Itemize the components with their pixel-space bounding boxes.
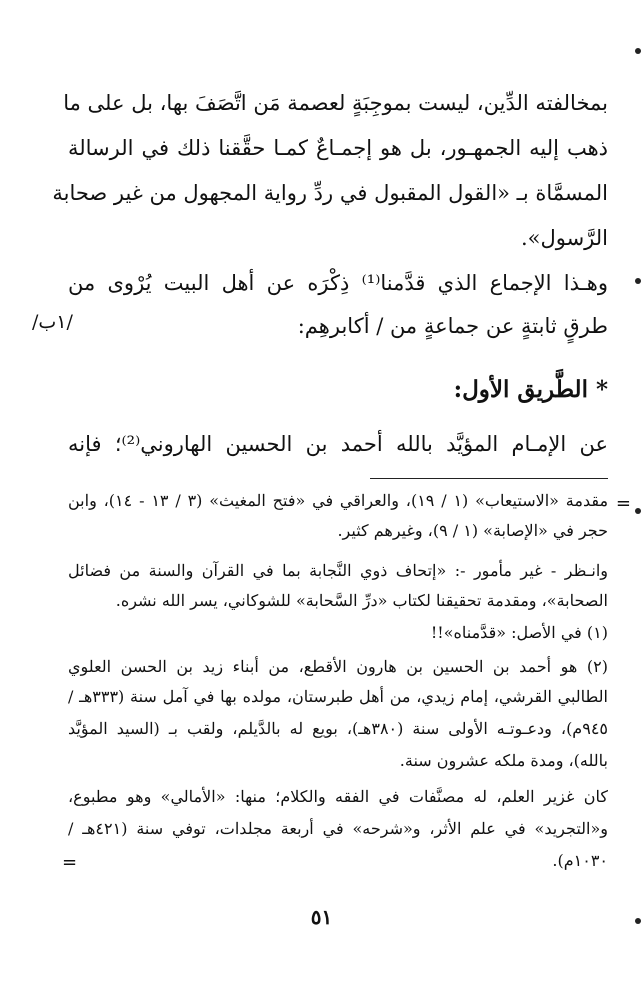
footnote-continuation-mark: = [615,493,631,514]
footnote-line: ١٠٣٠م). [552,851,608,870]
section-heading: * الطَّريق الأول: [453,376,608,403]
footnote-line: بالله)، ومدة ملكه عشرون سنة. [399,751,608,770]
body-line: بمخالفته الدِّين، ليست بموجِبَةٍ لعصمة مَن اتَّصَفَ بها، بل على ما [63,91,608,115]
body-line: وهـذا الإجماع الذي قدَّمنا⁽¹⁾ ذِكْرَه عن أهل البيت يُرْوى من [68,271,608,295]
footnote-line: حجر في «الإصابة» (١ / ٩)، وغيرهم كثير. [337,521,608,540]
footnote-divider [370,478,608,479]
body-line: عن الإمـام المؤيَّد بالله أحمد بن الحسين الهاروني⁽²⁾؛ فإنه [68,432,608,456]
edge-dot-mark [635,278,641,284]
footnote-line: وانـظر - غير مأمور -: «إتحاف ذوي النَّجابة بما في القرآن والسنة من فضائل [68,561,608,580]
footnote-line: و«التجريد» في علم الأثر، و«شرحه» في أربعة مجلدات، توفي سنة (٤٢١هـ / [68,819,609,838]
footnote-line: الصحابة»، ومقدمة تحقيقنا لكتاب «درِّ السَّحابة» للشوكاني، يسر الله نشره. [115,591,608,610]
footnote-end-mark: = [62,852,78,873]
edge-dot-mark [635,48,641,54]
body-line: طرقٍ ثابتةٍ عن جماعةٍ من / أكابرهِم: [297,314,608,338]
footnote-line: مقدمة «الاستيعاب» (١ / ١٩)، والعراقي في «فتح المغيث» (٣ / ١٣ - ١٤)، وابن [68,491,609,510]
footnote-line: (١) في الأصل: «قدَّمناه»!! [430,623,608,642]
footnote-line: الطالبي القرشي، إمام زيدي، من أهل طبرستان، مولده بها في آمل سنة (٣٣٣هـ / [68,687,608,706]
manuscript-folio-marker: /١ب/ [32,311,73,333]
footnote-line: (٢) هو أحمد بن الحسين بن هارون الأقطع، من أبناء زيد بن الحسن العلوي [68,657,608,676]
footnote-line: ٩٤٥م)، ودعـوتـه الأولى سنة (٣٨٠هـ)، بويع له بالدَّيلم، ولقب بـ (السيد المؤيَّد [68,719,608,738]
page-number: ٥١ [310,905,333,929]
body-line: الرَّسول». [520,226,608,250]
edge-dot-mark [635,508,641,514]
body-line: المسمَّاة بـ «القول المقبول في ردِّ رواية المجهول من غير صحابة [52,181,608,205]
body-line: ذهب إليه الجمهـور، بل هو إجمـاعٌ كمـا حقَّقنا ذلك في الرسالة [68,136,608,160]
footnote-line: كان غزير العلم، له مصنَّفات في الفقه والكلام؛ منها: «الأمالي» وهو مطبوع، [68,787,608,806]
